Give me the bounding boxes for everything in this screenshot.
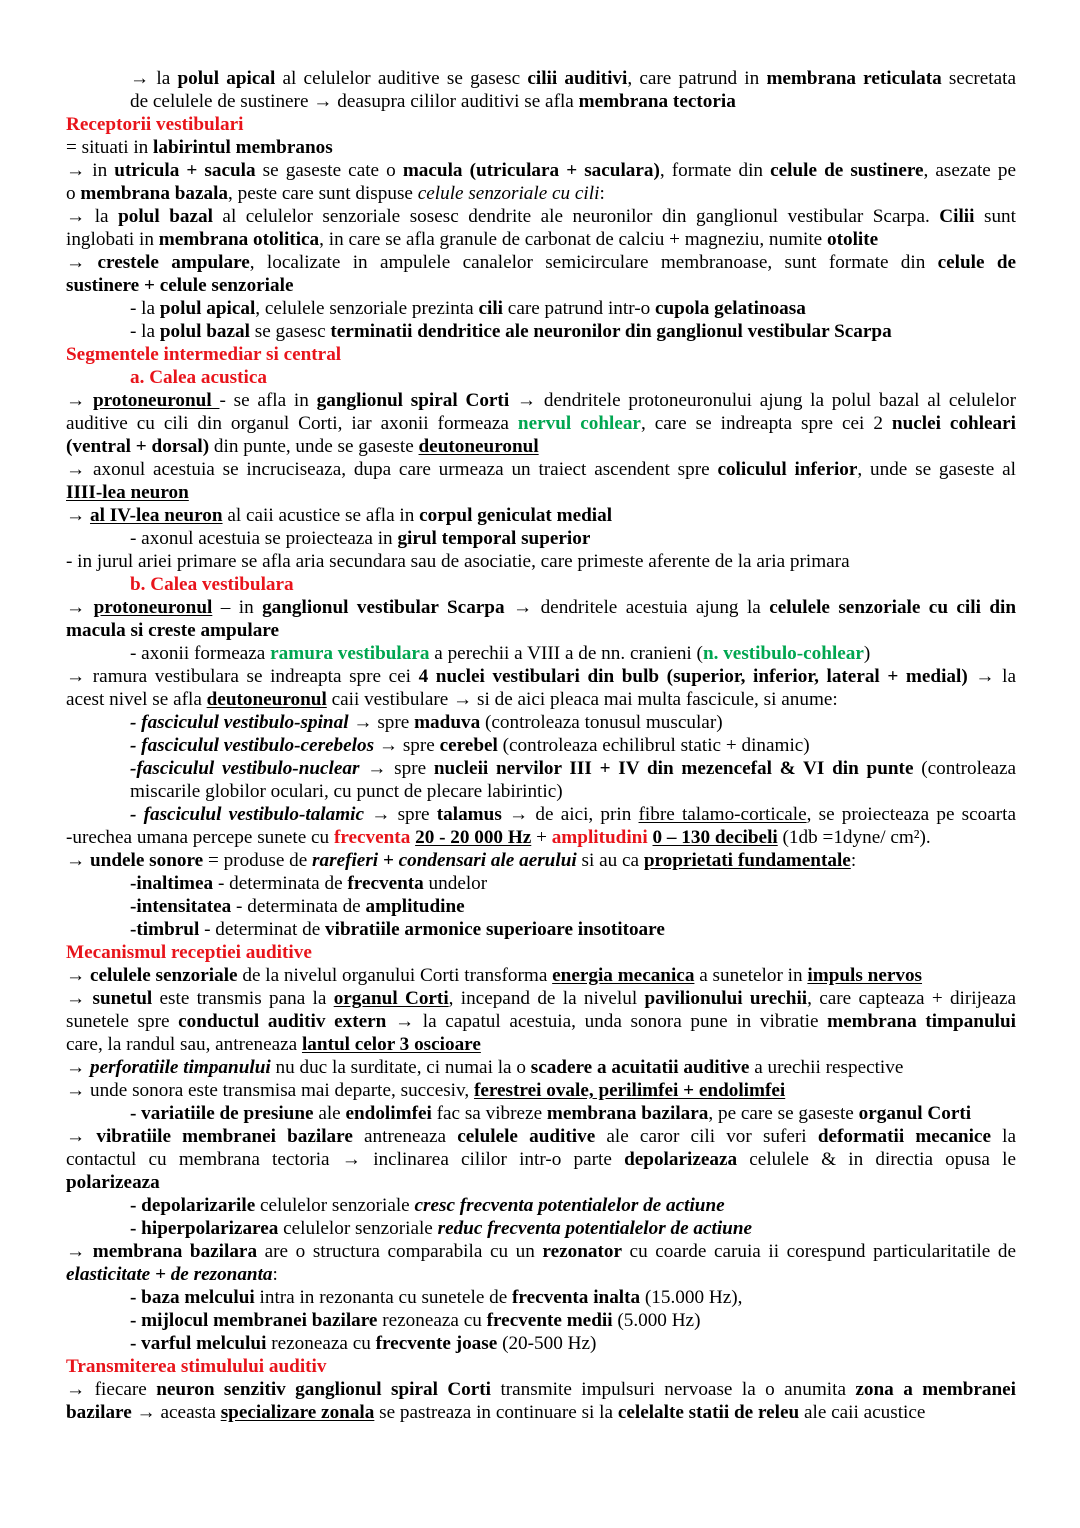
text-run: → la xyxy=(967,666,1016,687)
text-line xyxy=(66,274,1016,297)
underlined-term: organul Corti xyxy=(333,988,449,1009)
bold-term: - variatiile de presiune xyxy=(130,1103,314,1124)
bold-term: cilii auditivi xyxy=(527,68,628,89)
bold-term: nucleii nervilor III + IV din mezencefal & VI din punte xyxy=(433,758,914,779)
text-line xyxy=(66,182,1016,205)
text-line xyxy=(66,1010,1016,1033)
bold-term: celulele senzoriale cu cili din xyxy=(769,597,1016,618)
text-run: , localizate in ampulele canalelor semicirculare membranoase, sunt formate din xyxy=(249,252,938,273)
indented-text-line xyxy=(66,803,1016,826)
text-line xyxy=(66,987,1016,1010)
bold-italic-term: -fasciculul vestibulo-nuclear xyxy=(130,758,360,779)
highlighted-term-green: nervul cohlear xyxy=(517,413,641,434)
text-run: , formate din xyxy=(659,160,771,181)
bold-term: macula (utriculara + saculara) xyxy=(402,160,660,181)
text-run: → xyxy=(66,1241,93,1262)
bold-term: 4 nuclei vestibulari din bulb (superior, inferior, lateral + medial) xyxy=(418,666,968,687)
text-line xyxy=(66,964,1016,987)
text-run: Receptorii vestibulari xyxy=(66,114,244,135)
bold-term: frecventa xyxy=(347,873,424,894)
text-line xyxy=(66,136,1016,159)
underlined-term: protoneuronul xyxy=(93,597,213,618)
text-run: → aceasta xyxy=(131,1402,221,1423)
indented-text-line xyxy=(66,711,1016,734)
bold-term: celule de xyxy=(937,252,1016,273)
highlighted-term-green: n. vestibulo-cohlear xyxy=(702,643,864,664)
text-run: si au ca xyxy=(576,850,644,871)
underlined-term: fibre talamo-corticale xyxy=(638,804,807,825)
bold-term: terminatii dendritice ale neuronilor din ganglionul vestibular Scarpa xyxy=(330,321,892,342)
text-line xyxy=(66,504,1016,527)
text-line xyxy=(66,1378,1016,1401)
bold-term: membrana bazilara xyxy=(546,1103,709,1124)
text-run: → fiecare xyxy=(66,1379,157,1400)
bold-term: - baza melcului xyxy=(130,1287,255,1308)
bold-italic-term: - fasciculul vestibulo-cerebelos xyxy=(130,735,375,756)
text-run: → ramura vestibulara se indreapta spre cei xyxy=(66,666,419,687)
text-run: a. Calea acustica xyxy=(130,367,267,388)
text-run: → spre xyxy=(359,758,434,779)
text-line xyxy=(66,1401,1016,1424)
text-run: celulelor senzoriale xyxy=(255,1195,415,1216)
text-run: → xyxy=(66,988,93,1009)
bold-term: talamus xyxy=(436,804,502,825)
bold-italic-term: cresc frecventa potentialelor de actiune xyxy=(414,1195,725,1216)
text-run: → xyxy=(66,252,98,273)
bold-term: - varful melcului xyxy=(130,1333,267,1354)
text-run: → xyxy=(66,1126,97,1147)
text-run: nu duc la surditate, ci numai la o xyxy=(270,1057,531,1078)
text-run: transmite impulsuri nervoase la o anumita xyxy=(491,1379,856,1400)
text-run: , in care se afla granule de carbonat de calciu + magneziu, numite xyxy=(319,229,828,250)
bold-term: membrana tectoria xyxy=(578,91,736,112)
text-run: Transmiterea stimulului auditiv xyxy=(66,1356,327,1377)
indented-text-line xyxy=(66,1309,1016,1332)
text-line xyxy=(66,481,1016,504)
text-run: fac sa vibreze xyxy=(431,1103,547,1124)
underlined-term: energia mecanica xyxy=(552,965,695,986)
bold-term: coliculul inferior xyxy=(717,459,858,480)
bold-term: ganglionul vestibular Scarpa xyxy=(262,597,505,618)
text-run: = situati in xyxy=(66,137,154,158)
text-run: caii vestibulare → si de aici pleaca mai multa fascicule, si anume: xyxy=(326,689,838,710)
bold-term: membrana reticulata xyxy=(766,68,942,89)
italic-term: celule senzoriale cu cili xyxy=(417,183,600,204)
text-run: este transmis pana la xyxy=(152,988,334,1009)
text-run: → dendritele acestuia ajung la xyxy=(504,597,770,618)
indented-text-line xyxy=(66,1286,1016,1309)
bold-term: cupola gelatinoasa xyxy=(654,298,806,319)
text-run: rezoneaza cu xyxy=(377,1310,487,1331)
bold-term: polul bazal xyxy=(118,206,213,227)
text-run: din punte, unde se gaseste xyxy=(209,436,419,457)
indented-text-line xyxy=(66,297,1016,320)
bold-term: celulele senzoriale xyxy=(89,965,238,986)
text-run: , care capteaza + dirijeaza xyxy=(807,988,1016,1009)
bold-italic-term: reduc frecventa potentialelor de actiune xyxy=(437,1218,753,1239)
underlined-term: proprietati fundamentale xyxy=(643,850,851,871)
text-run: cu coarde caruia ii corespund particularitatile de xyxy=(621,1241,1016,1262)
indented-text-line xyxy=(66,1102,1016,1125)
text-run: - determinata de xyxy=(213,873,348,894)
bold-term: - hiperpolarizarea xyxy=(130,1218,279,1239)
text-run: se gaseste cate o xyxy=(255,160,403,181)
bold-term: cili xyxy=(478,298,503,319)
text-run: : xyxy=(850,850,857,871)
underlined-term: specializare zonala xyxy=(220,1402,375,1423)
bold-italic-term: elasticitate + de rezonanta xyxy=(66,1264,273,1285)
text-run: al caii acustice se afla in xyxy=(222,505,420,526)
text-run: → la capatul acestuia, unda sonora pune in vibratie xyxy=(386,1011,828,1032)
text-line xyxy=(66,849,1016,872)
bold-term: nuclei cohleari xyxy=(891,413,1016,434)
bold-term: crestele ampulare xyxy=(97,252,250,273)
text-run: sunt xyxy=(974,206,1016,227)
text-run: a perechii a VIII a de nn. cranieni ( xyxy=(429,643,703,664)
bold-term: membrana bazala xyxy=(80,183,229,204)
bold-term: deformatii mecanice xyxy=(817,1126,991,1147)
underlined-term: IIII-lea neuron xyxy=(66,482,189,503)
bold-term: cerebel xyxy=(439,735,498,756)
bold-term: frecvente medii xyxy=(486,1310,613,1331)
indented-text-line xyxy=(66,67,1016,90)
bold-term: -timbrul xyxy=(130,919,200,940)
highlighted-term-red: frecventa xyxy=(333,827,411,848)
indented-text-line xyxy=(66,642,1016,665)
text-run: , care se indreapta spre cei 2 xyxy=(640,413,892,434)
text-run: rezoneaza cu xyxy=(266,1333,376,1354)
bold-term: polul apical xyxy=(159,298,256,319)
text-run: miscarile globilor oculari, cu punct de plecare labirintic) xyxy=(130,781,563,802)
bold-term: polul bazal xyxy=(159,321,250,342)
text-run: antreneaza xyxy=(352,1126,458,1147)
text-run: intra in rezonanta cu sunetele de xyxy=(254,1287,513,1308)
text-run: secretata xyxy=(941,68,1016,89)
document-page xyxy=(66,67,1016,1424)
underlined-term: 0 – 130 decibeli xyxy=(652,827,778,848)
text-run: - determinata de xyxy=(231,896,366,917)
bold-term: membrana timpanului xyxy=(827,1011,1016,1032)
indented-text-line xyxy=(66,734,1016,757)
text-run: - axonul acestuia se proiecteaza in xyxy=(130,528,398,549)
bold-term: rezonator xyxy=(542,1241,622,1262)
bold-term: (ventral + dorsal) xyxy=(66,436,210,457)
bold-term: Cilii xyxy=(939,206,975,227)
text-run: celulelor senzoriale xyxy=(278,1218,438,1239)
bold-term: membrana otolitica xyxy=(158,229,320,250)
indented-text-line xyxy=(66,1332,1016,1355)
text-run: : xyxy=(272,1264,278,1285)
text-run: → in xyxy=(66,160,115,181)
text-run: (20-500 Hz) xyxy=(497,1333,597,1354)
bold-term: neuron senzitiv ganglionul spiral Corti xyxy=(156,1379,492,1400)
text-run: Mecanismul receptiei auditive xyxy=(66,942,312,963)
text-run: : xyxy=(599,183,605,204)
bold-term: - mijlocul membranei bazilare xyxy=(130,1310,378,1331)
text-run: ale caror cili vor suferi xyxy=(595,1126,818,1147)
text-run: → xyxy=(66,390,93,411)
bold-term: labirintul membranos xyxy=(153,137,333,158)
bold-term: -inaltimea xyxy=(130,873,214,894)
bold-term: celulele auditive xyxy=(457,1126,596,1147)
bold-term: endolimfei xyxy=(345,1103,432,1124)
text-run: - axonii formeaza xyxy=(130,643,271,664)
indented-text-line xyxy=(66,780,1016,803)
bold-term: corpul geniculat medial xyxy=(419,505,613,526)
subsection-heading xyxy=(66,573,1016,596)
bold-italic-term: - fasciculul vestibulo-talamic xyxy=(130,804,364,825)
text-run: undelor xyxy=(423,873,488,894)
text-line xyxy=(66,205,1016,228)
bold-term: undele sonore xyxy=(89,850,204,871)
underlined-term: al IV-lea neuron xyxy=(89,505,223,526)
text-run: → xyxy=(66,597,94,618)
bold-term: membrana bazilara xyxy=(92,1241,258,1262)
indented-text-line xyxy=(66,895,1016,918)
text-run: auditive cu cili din organul Corti, iar axonii formeaza xyxy=(66,413,518,434)
text-run: , unde se gaseste al xyxy=(857,459,1016,480)
bold-term: vibratiile membranei bazilare xyxy=(96,1126,353,1147)
text-run: = produse de xyxy=(203,850,313,871)
underlined-term: impuls nervos xyxy=(807,965,923,986)
text-run: de celulele de sustinere → deasupra cililor auditivi se afla xyxy=(130,91,579,112)
indented-text-line xyxy=(66,757,1016,780)
text-run: al celulelor senzoriale sosesc dendrite ale neuronilor din ganglionul vestibular Scarpa. xyxy=(212,206,940,227)
text-line xyxy=(66,1033,1016,1056)
text-run: inglobati in xyxy=(66,229,159,250)
text-run: → de aici, prin xyxy=(501,804,639,825)
text-run: (controleaza echilibrul static + dinamic) xyxy=(497,735,810,756)
indented-text-line xyxy=(66,1194,1016,1217)
text-line xyxy=(66,1079,1016,1102)
bold-term: - depolarizarile xyxy=(130,1195,256,1216)
highlighted-term-red: amplitudini xyxy=(551,827,648,848)
indented-text-line xyxy=(66,527,1016,550)
text-line xyxy=(66,389,1016,412)
text-run: al celulelor auditive se gasesc xyxy=(275,68,528,89)
bold-term: zona a membranei xyxy=(855,1379,1016,1400)
text-run: – in xyxy=(212,597,263,618)
text-run: ale caii acustice xyxy=(799,1402,926,1423)
text-run: (controleaza tonusul muscular) xyxy=(480,712,723,733)
text-run: a sunetelor in xyxy=(694,965,808,986)
text-run: o xyxy=(66,183,81,204)
text-run: → spre xyxy=(374,735,440,756)
bold-term: sustinere + celule senzoriale xyxy=(66,275,294,296)
subsection-heading xyxy=(66,366,1016,389)
indented-text-line xyxy=(66,872,1016,895)
text-run: (5.000 Hz) xyxy=(612,1310,701,1331)
text-line xyxy=(66,1125,1016,1148)
text-run: (15.000 Hz), xyxy=(640,1287,743,1308)
text-run: , asezate pe xyxy=(923,160,1016,181)
text-run: - determinat de xyxy=(199,919,326,940)
text-run: - la xyxy=(130,298,160,319)
text-run: → dendritele protoneuronului ajung la polul bazal al celulelor xyxy=(509,390,1016,411)
text-line xyxy=(66,550,1016,573)
bold-term: macula si creste ampulare xyxy=(66,620,279,641)
text-run: (controleaza xyxy=(913,758,1016,779)
text-run: → unde sonora este transmisa mai departe, succesiv, xyxy=(66,1080,474,1101)
bold-term: frecvente joase xyxy=(375,1333,498,1354)
bold-term: amplitudine xyxy=(365,896,465,917)
bold-term: polarizeaza xyxy=(66,1172,160,1193)
section-heading xyxy=(66,1355,1016,1378)
bold-term: girul temporal superior xyxy=(397,528,591,549)
bold-term: frecventa inalta xyxy=(512,1287,641,1308)
bold-italic-term: rarefieri + condensari ale aerului xyxy=(312,850,577,871)
text-run: , se proiecteaza pe scoarta xyxy=(806,804,1016,825)
text-run: → spre xyxy=(348,712,415,733)
bold-term: sunetul xyxy=(92,988,153,1009)
underlined-term: protoneuronul xyxy=(92,390,220,411)
text-run: → xyxy=(66,850,90,871)
text-run: , pe care se gaseste xyxy=(708,1103,859,1124)
bold-term: celelalte statii de releu xyxy=(617,1402,800,1423)
text-line xyxy=(66,1263,1016,1286)
section-heading xyxy=(66,343,1016,366)
indented-text-line xyxy=(66,918,1016,941)
bold-term: conductul auditiv extern xyxy=(178,1011,387,1032)
bold-italic-term: perforatiile timpanului xyxy=(89,1057,271,1078)
indented-text-line xyxy=(66,90,1016,113)
indented-text-line xyxy=(66,320,1016,343)
text-run: celulele & in directia opusa le xyxy=(737,1149,1016,1170)
text-run: → la xyxy=(66,206,119,227)
text-run: acest nivel se afla xyxy=(66,689,207,710)
text-line xyxy=(66,1056,1016,1079)
bold-term: vibratiile armonice superioare insotitoare xyxy=(325,919,665,940)
text-line xyxy=(66,665,1016,688)
bold-term: utricula + sacula xyxy=(114,160,256,181)
text-run: → spre xyxy=(363,804,437,825)
text-line xyxy=(66,619,1016,642)
text-line xyxy=(66,1148,1016,1171)
text-run: se gasesc xyxy=(249,321,331,342)
bold-italic-term: - fasciculul vestibulo-spinal xyxy=(130,712,349,733)
text-run: - se afla in xyxy=(219,390,317,411)
text-run: contactul cu membrana tectoria → inclinarea cililor intr-o parte xyxy=(66,1149,625,1170)
bold-term: depolarizeaza xyxy=(624,1149,738,1170)
bold-term: celule de sustinere xyxy=(770,160,924,181)
text-run: care patrund intr-o xyxy=(503,298,655,319)
bold-term: ganglionul spiral Corti xyxy=(316,390,510,411)
bold-term: bazilare xyxy=(66,1402,132,1423)
text-run: + xyxy=(531,827,552,848)
text-line xyxy=(66,1171,1016,1194)
text-run: → xyxy=(66,505,90,526)
text-line xyxy=(66,251,1016,274)
text-run: -urechea umana percepe sunete cu xyxy=(66,827,334,848)
text-run: → la xyxy=(130,68,178,89)
text-run: , incepand de la nivelul xyxy=(448,988,645,1009)
text-run: → xyxy=(66,1057,90,1078)
underlined-term: deutoneuronul xyxy=(206,689,327,710)
text-run: → axonul acestuia se incruciseaza, dupa care urmeaza un traiect ascendent spre xyxy=(66,459,718,480)
underlined-term: lantul celor 3 oscioare xyxy=(301,1034,481,1055)
text-line xyxy=(66,228,1016,251)
text-run: → xyxy=(66,965,90,986)
text-run: ale xyxy=(313,1103,346,1124)
bold-term: -intensitatea xyxy=(130,896,232,917)
bold-term: pavilionului urechii xyxy=(644,988,808,1009)
section-heading xyxy=(66,941,1016,964)
text-line xyxy=(66,596,1016,619)
text-run: care, la randul sau, antreneaza xyxy=(66,1034,302,1055)
underlined-term: deutoneuronul xyxy=(418,436,539,457)
text-run: , care patrund in xyxy=(627,68,767,89)
text-run: are o structura comparabila cu un xyxy=(257,1241,543,1262)
text-run: - la xyxy=(130,321,160,342)
text-run: la xyxy=(990,1126,1016,1147)
text-run: de la nivelul organului Corti transforma xyxy=(237,965,553,986)
bold-term: scadere a acuitatii auditive xyxy=(530,1057,750,1078)
indented-text-line xyxy=(66,1217,1016,1240)
bold-term: maduva xyxy=(414,712,481,733)
highlighted-term-green: ramura vestibulara xyxy=(270,643,430,664)
text-run: se pastreaza in continuare si la xyxy=(374,1402,618,1423)
text-line xyxy=(66,458,1016,481)
text-line xyxy=(66,1240,1016,1263)
text-run: , celulele senzoriale prezinta xyxy=(255,298,479,319)
section-heading xyxy=(66,113,1016,136)
bold-term: otolite xyxy=(827,229,879,250)
text-run: , peste care sunt dispuse xyxy=(228,183,418,204)
text-line xyxy=(66,159,1016,182)
text-run: sunetele spre xyxy=(66,1011,179,1032)
underlined-term: 20 - 20 000 Hz xyxy=(415,827,532,848)
text-run: Segmentele intermediar si central xyxy=(66,344,342,365)
text-run: - in jurul ariei primare se afla aria secundara sau de asociatie, care primeste aferente de la aria primara xyxy=(66,551,850,572)
text-run: ) xyxy=(863,643,871,664)
underlined-term: ferestrei ovale, perilimfei + endolimfei xyxy=(473,1080,786,1101)
text-line xyxy=(66,435,1016,458)
text-run: (1db =1dyne/ cm²). xyxy=(777,827,931,848)
text-run: b. Calea vestibulara xyxy=(130,574,294,595)
text-line xyxy=(66,826,1016,849)
text-line xyxy=(66,688,1016,711)
text-line xyxy=(66,412,1016,435)
bold-term: organul Corti xyxy=(858,1103,972,1124)
text-run: a urechii respective xyxy=(749,1057,904,1078)
bold-term: polul apical xyxy=(177,68,276,89)
